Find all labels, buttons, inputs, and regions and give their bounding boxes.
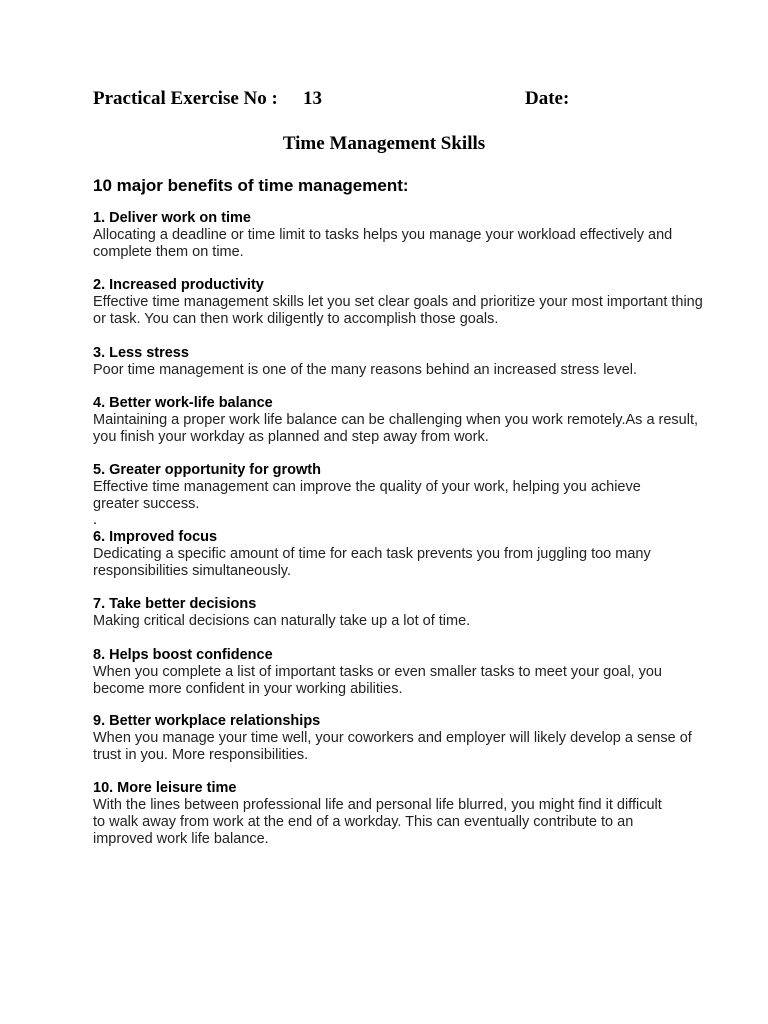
benefit-title: 8. Helps boost confidence <box>93 647 273 663</box>
benefit-description: Making critical decisions can naturally take up a lot of time. <box>93 613 471 629</box>
exercise-header <box>93 88 693 112</box>
benefit-title: 5. Greater opportunity for growth <box>93 462 321 478</box>
exercise-label: Practical Exercise No : <box>93 88 278 109</box>
benefit-description: Effective time management skills let you set clear goals and prioritize your most important thing or task. You can then work diligently to accomplish those goals. <box>93 294 703 327</box>
benefit-title: 1. Deliver work on time <box>93 210 251 226</box>
benefit-title: 6. Improved focus <box>93 529 218 545</box>
benefit-description: When you complete a list of important tasks or even smaller tasks to meet your goal, you become more confident in your working abilities. <box>93 664 662 697</box>
benefit-item <box>93 780 703 848</box>
benefit-title: 9. Better workplace relationships <box>93 713 321 729</box>
benefit-title: 10. More leisure time <box>93 780 237 796</box>
benefit-item <box>93 277 703 328</box>
benefit-description: Effective time management can improve the quality of your work, helping you achieve greater success. <box>93 479 641 512</box>
benefit-item <box>93 210 703 261</box>
benefit-item <box>93 345 703 379</box>
benefit-description: When you manage your time well, your coworkers and employer will likely develop a sense of trust in you. More responsibilities. <box>93 730 692 763</box>
document-title: Time Management Skills <box>282 133 486 154</box>
benefit-description: Dedicating a specific amount of time for each task prevents you from juggling too many responsibilities simultaneously. <box>93 546 651 579</box>
benefit-title: 7. Take better decisions <box>93 596 257 612</box>
section-heading: 10 major benefits of time management: <box>93 176 409 195</box>
benefit-title: 2. Increased productivity <box>93 277 264 293</box>
date-label: Date: <box>525 88 570 109</box>
benefit-item <box>93 596 703 630</box>
benefit-item <box>93 713 703 764</box>
benefit-item <box>93 395 703 446</box>
exercise-number: 13 <box>303 88 322 109</box>
benefit-item <box>93 462 653 513</box>
benefit-description: Maintaining a proper work life balance can be challenging when you work remotely.As a result, you finish your workday as planned and step away from work. <box>93 412 699 445</box>
benefit-description: Poor time management is one of the many reasons behind an increased stress level. <box>93 362 638 378</box>
stray-period: . <box>93 512 98 528</box>
benefit-description: With the lines between professional life and personal life blurred, you might find it difficult to walk away from work at the end of a workday. This can eventually contribute to an improved work life balance. <box>93 797 662 847</box>
benefit-title: 4. Better work-life balance <box>93 395 273 411</box>
benefit-item <box>93 529 703 580</box>
benefit-title: 3. Less stress <box>93 345 189 361</box>
benefit-description: Allocating a deadline or time limit to tasks helps you manage your workload effectively and complete them on time. <box>93 227 673 260</box>
benefit-item <box>93 647 703 698</box>
